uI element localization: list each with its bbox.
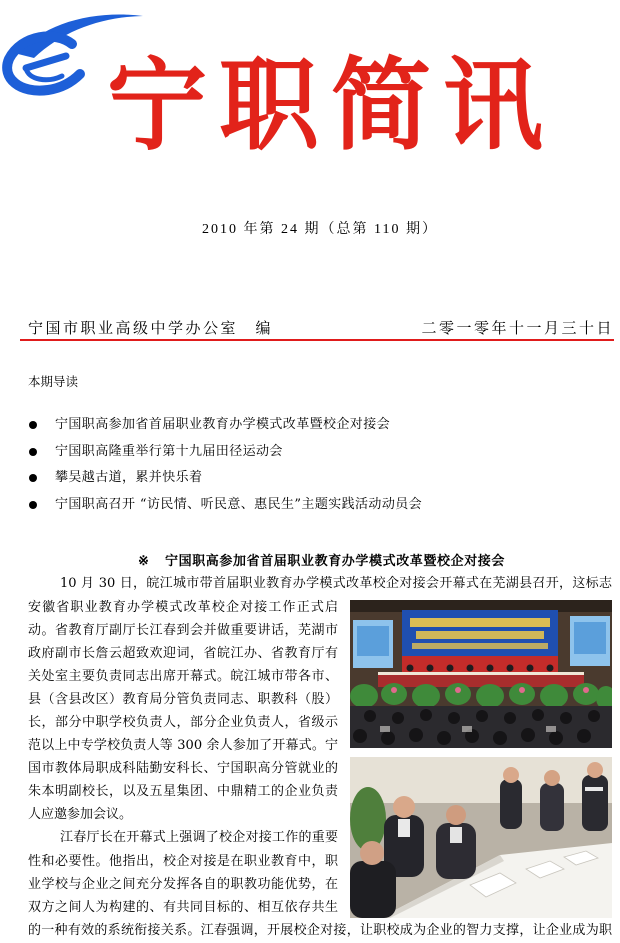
issue-number: 2010 年第 24 期（总第 110 期） <box>202 222 438 237</box>
article-line: 10 月 30 日，皖江城市带首届职业教育办学模式改革校企对接会开幕式在芜湖县召开，这标志 <box>60 576 612 592</box>
toc-item <box>0 412 620 439</box>
article-line: 的一种有效的系统衔接关系。江春强调，开展校企对接，让职校成为企业的智力支撑，让企业成为职 <box>28 922 612 938</box>
toc-list <box>0 412 620 519</box>
plant <box>350 787 386 851</box>
projection-screen-left <box>353 620 393 668</box>
signing-table-photo <box>350 757 612 918</box>
bullet-icon <box>29 421 37 429</box>
article-line: 朱本明副校长，以及五星集团、中鼎精工的企业负责 <box>28 784 338 800</box>
article-line: 双方之间人为构建的、有共同目标的、相互依存共生 <box>28 899 338 915</box>
projection-screen-right <box>570 616 610 666</box>
article-line: 国市教体局职成科陆勤安科长、宁国职高分管就业的 <box>28 761 338 777</box>
article-title <box>138 552 505 572</box>
article-line: 性和必要性。他指出，校企对接是在职业教育中，职 <box>28 853 338 869</box>
toc-item-text: 宁国职高召开 “访民情、听民意、惠民生”主题实践活动动员会 <box>55 496 423 512</box>
article-line: 县（含县改区）教育局分管负责同志、职教科（股） <box>28 691 338 707</box>
toc-item-text: 宁国职高隆重举行第十九届田径运动会 <box>55 443 283 459</box>
header-rule <box>20 339 614 341</box>
article-line: 范以上中专学校负责人等 300 余人参加了开幕式。宁 <box>28 738 338 754</box>
toc-item <box>0 465 620 492</box>
article-line: 长，部分中职学校负责人，部分企业负责人，省级示 <box>28 715 338 730</box>
stage-banner <box>402 610 558 672</box>
toc-item-text: 攀吴越古道，累并快乐着 <box>55 470 203 486</box>
reference-mark: ※ <box>138 554 150 569</box>
standing-people <box>500 762 608 831</box>
toc-item <box>0 492 620 519</box>
toc-item-text: 宁国职高参加省首届职业教育办学模式改革暨校企对接会 <box>55 417 391 432</box>
bullet-icon <box>29 474 37 482</box>
article-line: 业学校与企业之间充分发挥各自的职教功能优势，在 <box>28 876 338 892</box>
article-title-text: 宁国职高参加省首届职业教育办学模式改革暨校企对接会 <box>165 554 506 569</box>
bullet-icon <box>29 501 37 509</box>
conference-stage-photo <box>350 600 612 748</box>
toc-item <box>0 439 620 466</box>
article-line: 人应邀参加会议。 <box>28 807 133 823</box>
article-line: 动。省教育厅副厅长江春到会并做重要讲话，芜湖市 <box>28 622 338 638</box>
toc-heading: 本期导读 <box>28 374 79 389</box>
article-line: 江春厅长在开幕式上强调了校企对接工作的重要 <box>60 830 338 846</box>
article-line: 政府副市长詹云超致欢迎词，省皖江办、省教育厅有 <box>28 645 338 661</box>
publish-date: 二零一零年十一月三十日 <box>421 319 614 337</box>
article-line: 关处室主要负责同志出席开幕式。皖江城市带各市、 <box>28 668 338 684</box>
audience <box>350 706 612 748</box>
bullet-icon <box>29 448 37 456</box>
newsletter-title: 宁职简讯 <box>107 46 555 164</box>
editor-credit: 宁国市职业高级中学办公室 编 <box>28 319 274 337</box>
article-line: 安徽省职业教育办学模式改革校企对接工作正式启 <box>28 599 338 615</box>
